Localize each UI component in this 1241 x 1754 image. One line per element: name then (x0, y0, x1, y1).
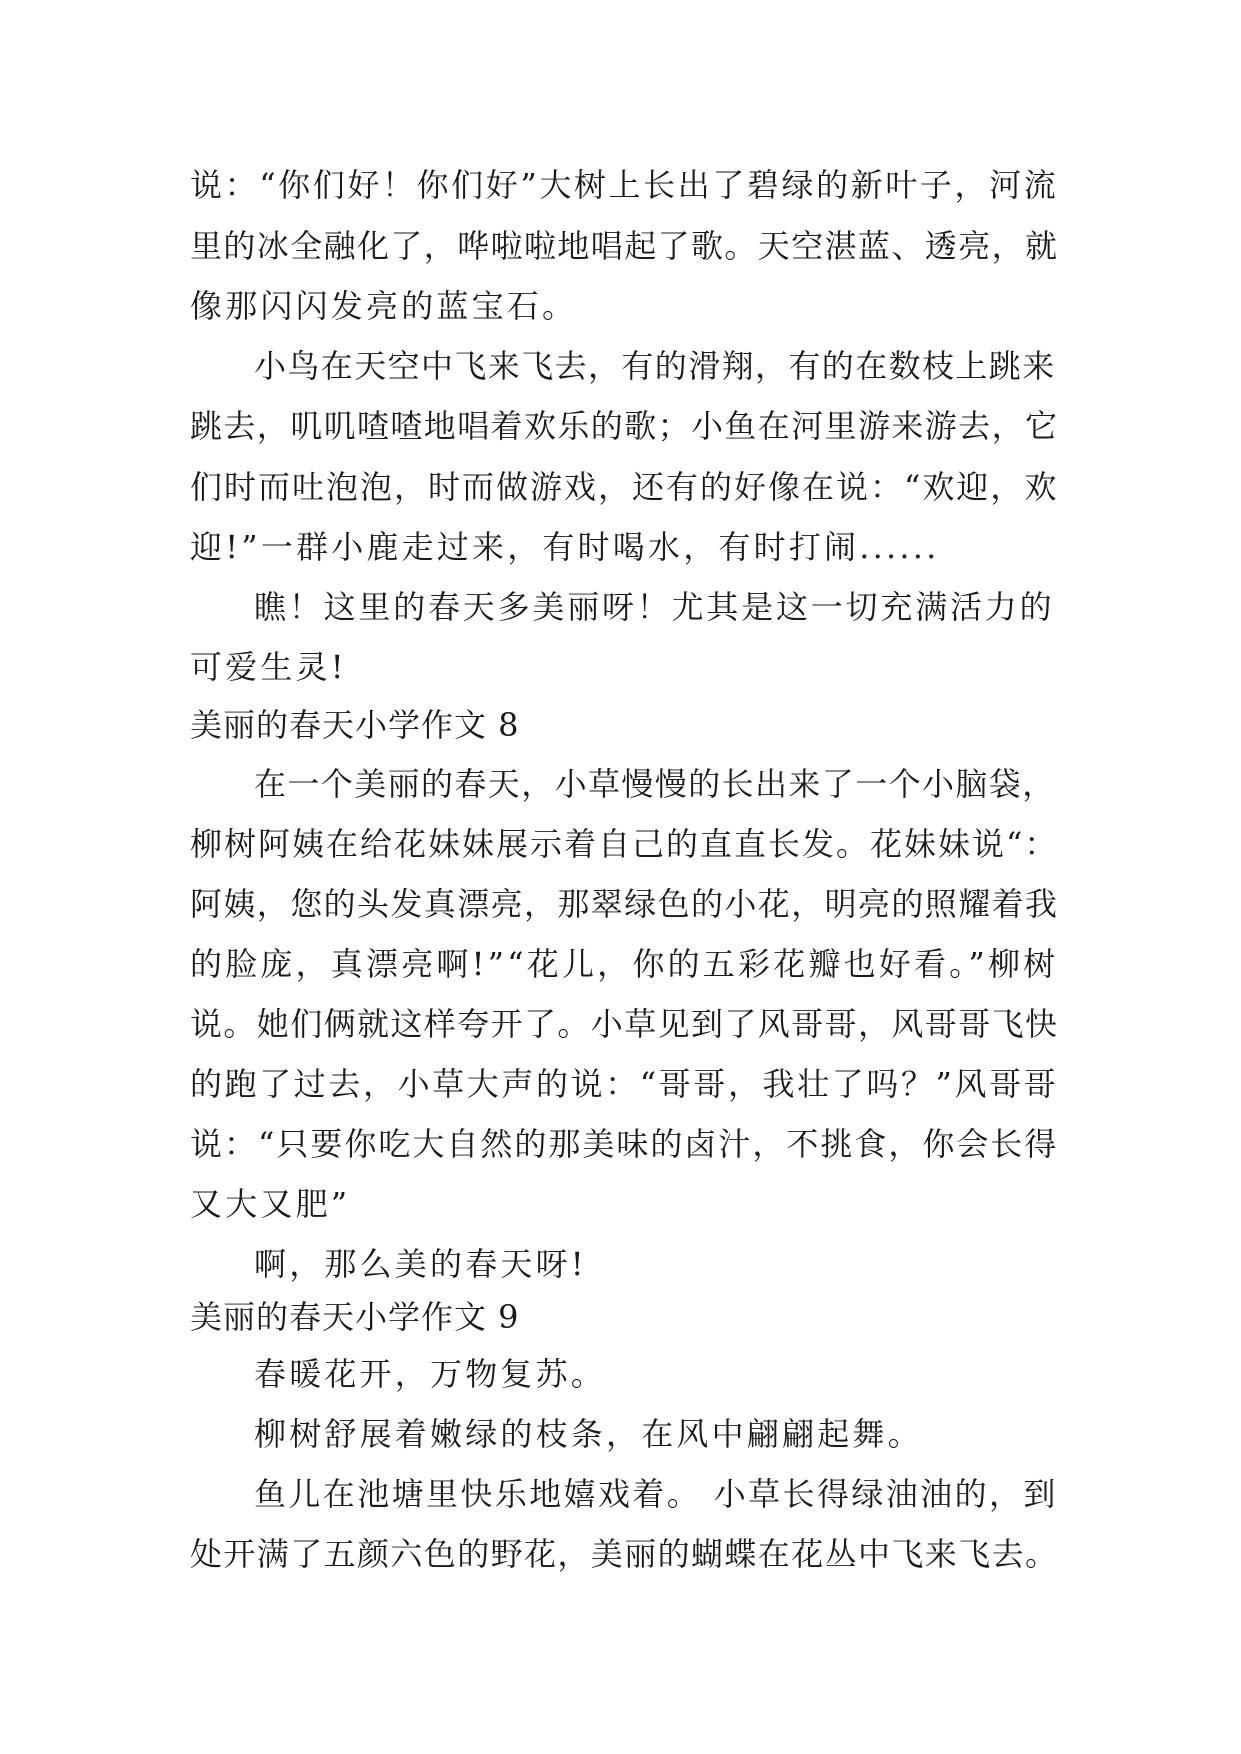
text-line: 说：“只要你吃大自然的那美味的卤汁，不挑食，你会长得 (190, 1125, 1059, 1163)
paragraph-start-line: 啊，那么美的春天呀! (254, 1245, 587, 1283)
text-line: 说：“你们好！你们好”大树上长出了碧绿的新叶子，河流 (190, 166, 1059, 204)
text-line: 处开满了五颜六色的野花，美丽的蝴蝶在花丛中飞来飞去。 (190, 1535, 1059, 1573)
text-line: 跳去，叽叽喳喳地唱着欢乐的歌；小鱼在河里游来游去，它 (190, 407, 1059, 445)
text-line: 说。她们俩就这样夸开了。小草见到了风哥哥，风哥哥飞快 (190, 1005, 1059, 1043)
text-line: 们时而吐泡泡，时而做游戏，还有的好像在说：“欢迎，欢 (190, 468, 1059, 506)
paragraph-start-line: 柳树舒展着嫩绿的枝条，在风中翩翩起舞。 (254, 1415, 923, 1453)
text-line: 阿姨，您的头发真漂亮，那翠绿色的小花，明亮的照耀着我 (190, 885, 1059, 923)
text-line: 又大又肥” (190, 1185, 351, 1223)
paragraph-start-line: 瞧！这里的春天多美丽呀！尤其是这一切充满活力的 (254, 588, 1055, 626)
section-heading: 美丽的春天小学作文 8 (190, 706, 520, 744)
paragraph-start-line: 小鸟在天空中飞来飞去，有的滑翔，有的在数枝上跳来 (254, 347, 1056, 385)
text-line: 像那闪闪发亮的蓝宝石。 (190, 287, 578, 325)
text-line: 迎!”一群小鹿走过来，有时喝水，有时打闹...... (190, 528, 940, 566)
paragraph-start-line: 在一个美丽的春天，小草慢慢的长出来了一个小脑袋， (254, 765, 1056, 803)
text-line: 柳树阿姨在给花妹妹展示着自己的直直长发。花妹妹说“： (190, 825, 1059, 863)
text-line: 可爱生灵! (190, 648, 347, 686)
text-line: 的跑了过去，小草大声的说：“哥哥，我壮了吗？”风哥哥 (190, 1065, 1059, 1103)
paragraph-start-line: 春暖花开，万物复苏。 (254, 1355, 607, 1393)
text-line: 的脸庞，真漂亮啊!”“花儿，你的五彩花瓣也好看。”柳树 (190, 945, 1059, 983)
paragraph-start-line: 鱼儿在池塘里快乐地嬉戏着。 小草长得绿油油的，到 (254, 1475, 1058, 1513)
section-heading: 美丽的春天小学作文 9 (190, 1298, 520, 1336)
text-line: 里的冰全融化了，哗啦啦地唱起了歌。天空湛蓝、透亮，就 (190, 227, 1059, 265)
